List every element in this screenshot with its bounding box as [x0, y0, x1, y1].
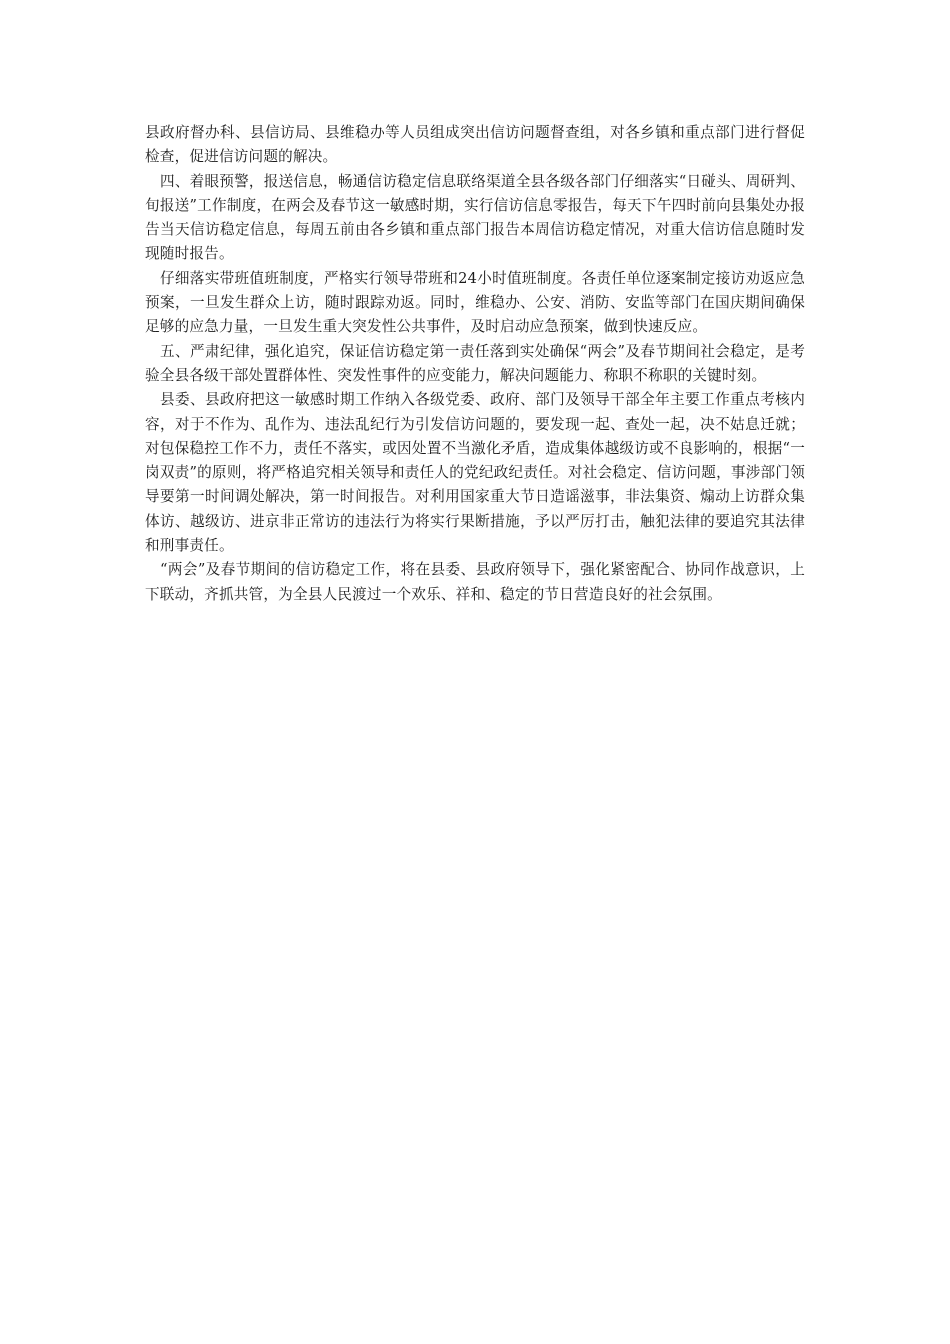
document-body — [145, 121, 805, 607]
paragraph-section-five: 五、严肃纪律，强化追究，保证信访稳定第一责任落到实处确保“两会”及春节期间社会稳定，是考验全县各级干部处置群体性、突发性事件的应变能力，解决问题能力、称职不称职的关键时刻。 — [145, 342, 805, 384]
paragraph-accountability: 县委、县政府把这一敏感时期工作纳入各级党委、政府、部门及领导干部全年主要工作重点考核内容，对于不作为、乱作为、违法乱纪行为引发信访问题的，要发现一起、查处一起，决不姑息迁就；对包保稳控工作不力，责任不落实，或因处置不当激化矛盾，造成集体越级访或不良影响的，根据“一岗双责”的原则，将严格追究相关领导和责任人的党纪政纪责任。对社会稳定、信访问题，事涉部门领导要第一时间调处解决，第一时间报告。对利用国家重大节日造谣滋事，非法集资、煽动上访群众集体访、越级访、进京非正常访的违法行为将实行果断措施，予以严厉打击，触犯法律的要追究其法律和刑事责任。 — [145, 391, 805, 555]
paragraph-conclusion: “两会”及春节期间的信访稳定工作，将在县委、县政府领导下，强化紧密配合、协同作战意识，上下联动，齐抓共管，为全县人民渡过一个欢乐、祥和、稳定的节日营造良好的社会氛围。 — [145, 561, 805, 603]
paragraph-duty-system: 仔细落实带班值班制度，严格实行领导带班和24小时值班制度。各责任单位逐案制定接访劝返应急预案，一旦发生群众上访，随时跟踪劝返。同时，维稳办、公安、消防、安监等部门在国庆期间确保足够的应急力量，一旦发生重大突发性公共事件，及时启动应急预案，做到快速反应。 — [145, 269, 805, 336]
paragraph-section-four: 四、着眼预警，报送信息，畅通信访稳定信息联络渠道全县各级各部门仔细落实“日碰头、周研判、旬报送”工作制度，在两会及春节这一敏感时期，实行信访信息零报告，每天下午四时前向县集处办报告当天信访稳定信息，每周五前由各乡镇和重点部门报告本周信访稳定情况，对重大信访信息随时发现随时报告。 — [145, 172, 805, 263]
paragraph-supervision-group: 县政府督办科、县信访局、县维稳办等人员组成突出信访问题督查组，对各乡镇和重点部门进行督促检查，促进信访问题的解决。 — [145, 124, 805, 166]
